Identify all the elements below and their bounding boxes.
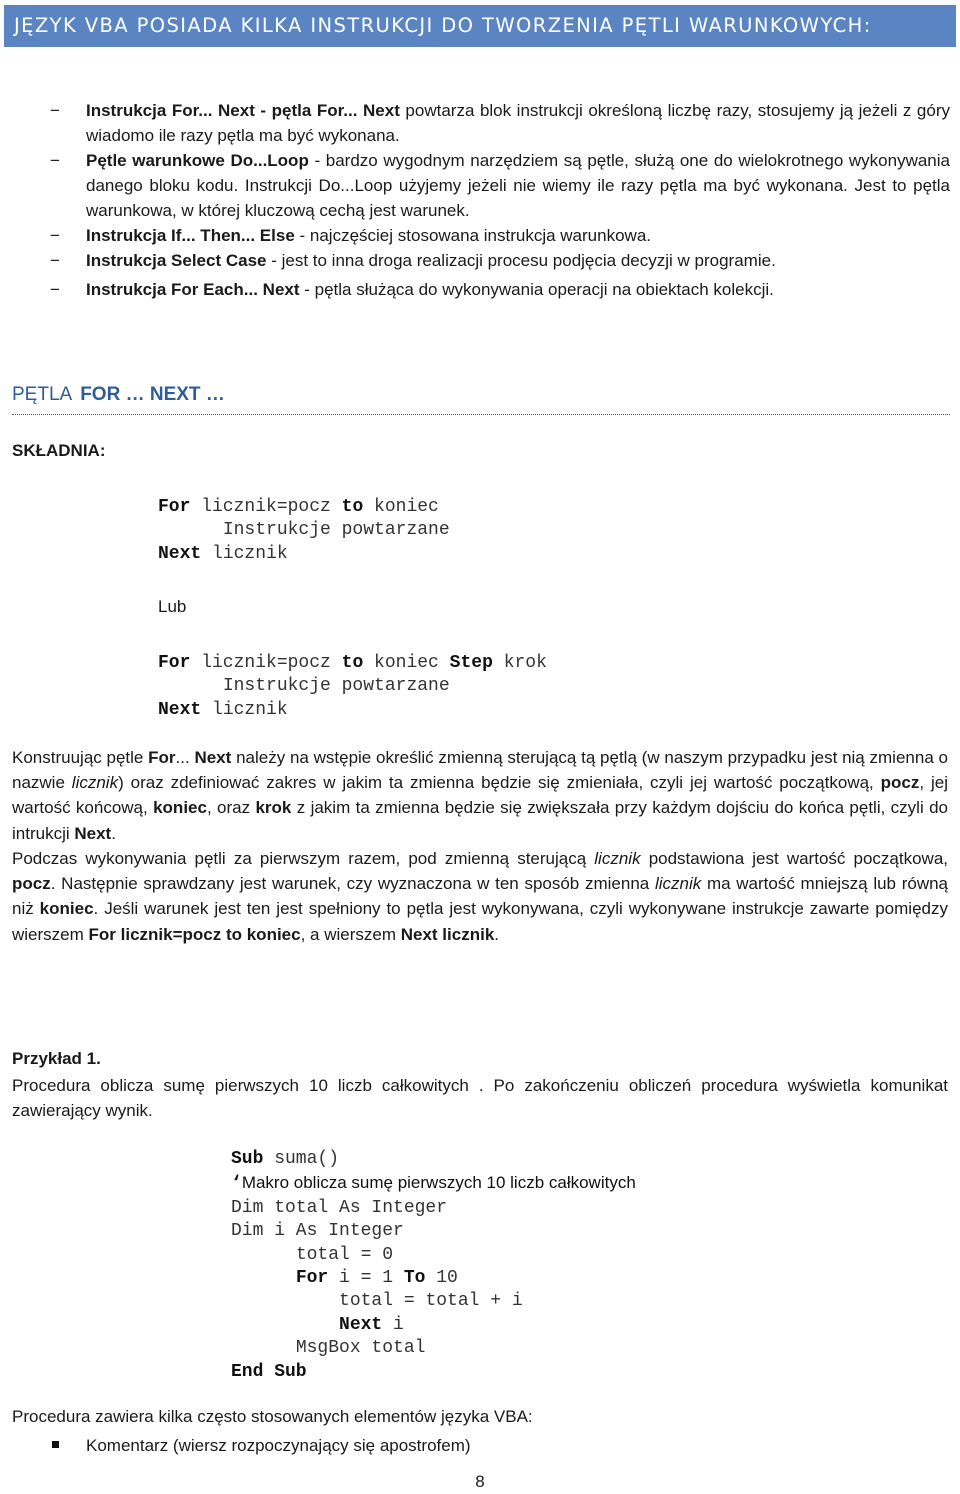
code-comment: Makro oblicza sumę pierwszych 10 liczb całkowitych (241, 1173, 636, 1193)
loop-types-list (50, 98, 950, 302)
section-heading (12, 384, 950, 415)
paragraph-text: . (494, 924, 500, 944)
paragraph-bold: koniec (153, 798, 207, 818)
code-keyword: For (158, 653, 191, 673)
list-item-keyword: Instrukcja For... Next - pętla For... Next (86, 101, 400, 120)
paragraph-bold: krok (255, 798, 292, 818)
summary-text: Procedura zawiera kilka często stosowanych elementów języka VBA: (12, 1407, 533, 1426)
dash-bullet-icon: − (50, 251, 60, 270)
code-text: total = 0 (295, 1244, 394, 1265)
paragraph-text: ... (175, 748, 195, 767)
dash-bullet-icon: − (50, 280, 60, 299)
paragraph-bold: koniec (39, 899, 94, 919)
section-heading-prefix: PĘTLA (12, 384, 73, 405)
paragraph-text: . Następnie sprawdzany jest warunek, czy wyznaczona w ten sposób zmienna (50, 874, 655, 894)
list-item-text: - najczęściej stosowana instrukcja warunkowa. (294, 226, 651, 245)
paragraph-text: , a wierszem (300, 924, 401, 944)
code-text: i = 1 (328, 1268, 404, 1289)
code-keyword: Next (339, 1314, 383, 1335)
list-item-text: - jest to inna droga realizacji procesu podjęcia decyzji w programie. (266, 251, 776, 270)
paragraph-text: podstawiona jest wartość początkowa, (640, 849, 948, 868)
paragraph-italic: licznik (594, 849, 641, 868)
paragraph-bold: Next licznik (400, 924, 495, 944)
paragraph-bold: Next (74, 823, 112, 843)
code-text: Instrukcje powtarzane (222, 676, 450, 697)
page-banner: JĘZYK VBA POSIADA KILKA INSTRUKCJI DO TWORZENIA PĘTLI WARUNKOWYCH: (4, 5, 956, 47)
list-item (50, 1433, 471, 1458)
list-item-keyword: Instrukcja Select Case (86, 251, 267, 270)
list-item (50, 223, 950, 248)
section-heading-title: FOR … NEXT … (80, 384, 225, 405)
paragraph-italic: licznik (71, 773, 119, 793)
list-item-text: - pętla służąca do wykonywania operacji na obiektach kolekcji. (299, 280, 774, 299)
code-text: licznik=pocz (190, 497, 342, 517)
code-keyword: For (158, 497, 191, 517)
code-keyword: For (295, 1268, 329, 1289)
code-text: koniec (363, 497, 439, 517)
paragraph-bold: For (148, 748, 176, 767)
example-title: Przykład 1. (12, 1049, 101, 1068)
paragraph-bold: pocz (880, 773, 920, 793)
syntax-code-block (158, 496, 450, 566)
paragraph-text: ) oraz zdefiniować zakres w jakim ta zmienna będzie się zmieniała, czyli jej wartość początkową, (118, 773, 881, 793)
code-keyword: Next (158, 543, 202, 564)
or-label: Lub (158, 597, 187, 616)
code-keyword: Next (158, 699, 202, 720)
code-text: suma() (263, 1149, 340, 1169)
code-text: licznik (201, 699, 288, 720)
list-item (50, 248, 950, 273)
code-text: MsgBox total (295, 1338, 426, 1359)
paragraph-bold: Next (194, 748, 232, 767)
page-number: 8 (475, 1472, 485, 1491)
paragraph-text: , oraz (206, 798, 256, 818)
dash-bullet-icon: − (50, 151, 60, 170)
explanation-paragraph (12, 745, 948, 846)
paragraph-italic: licznik (654, 874, 702, 894)
paragraph-text: , jej wartość końcową, (12, 773, 948, 818)
code-text: licznik=pocz (190, 653, 342, 673)
code-text: krok (492, 653, 547, 673)
list-item-keyword: Instrukcja For Each... Next (86, 280, 300, 299)
paragraph-text: ma wartość mniejszą lub równą niż (12, 874, 949, 919)
paragraph-text: Konstruując pętle (12, 748, 149, 767)
paragraph-bold: For licznik=pocz to koniec (88, 924, 301, 944)
code-keyword: Step (449, 653, 493, 673)
elements-list (50, 1433, 471, 1458)
comment-apostrophe: ‘ (231, 1174, 242, 1195)
code-keyword: End Sub (231, 1361, 307, 1382)
list-item-keyword: Instrukcja If... Then... Else (86, 226, 295, 245)
dash-bullet-icon: − (50, 226, 60, 245)
code-text: 10 (425, 1268, 458, 1289)
code-text: koniec (363, 653, 450, 673)
code-text: Instrukcje powtarzane (222, 520, 450, 541)
paragraph-bold: pocz (12, 874, 51, 894)
example-description: Procedura oblicza sumę pierwszych 10 liczb całkowitych . Po zakończeniu obliczeń procedura wyświetla komunikat zawierający wynik. (12, 1076, 948, 1121)
list-item (50, 148, 950, 223)
example-code-block (231, 1148, 636, 1384)
paragraph-text: Podczas wykonywania pętli za pierwszym razem, pod zmienną sterującą (12, 849, 595, 868)
code-text: total = total + i (339, 1291, 523, 1312)
list-item-keyword: Pętle warunkowe Do...Loop (86, 151, 309, 170)
list-item-text: powtarza blok instrukcji określoną liczbę razy, stosujemy ją jeżeli z góry wiadomo ile razy pętla ma być wykonana. (86, 101, 951, 145)
square-bullet-icon (52, 1441, 59, 1448)
code-text: Dim i As Integer (231, 1221, 404, 1242)
code-keyword: To (403, 1268, 426, 1289)
code-text: i (382, 1314, 404, 1335)
list-item-text: - bardzo wygodnym narzędziem są pętle, służą one do wielokrotnego wykonywania danego bloku kodu. Instrukcji Do...Loop użyjemy jeżeli nie wiemy ile razy pętla ma być wykonana. Jest to pętla warunkowa, w której kluczową cechą jest warunek. (86, 151, 950, 220)
paragraph-text: z jakim ta zmienna będzie się zwiększała przy każdym dojściu do końca pętli, czyli do intrukcji (12, 798, 948, 843)
code-text: licznik (201, 543, 288, 564)
code-keyword: Sub (231, 1149, 264, 1169)
code-keyword: to (341, 653, 364, 673)
paragraph-text: . (111, 823, 116, 843)
paragraph-text: należy na wstępie określić zmienną sterującą tą pętlą (w naszym przypadku jest nią zmienna o nazwie (12, 748, 948, 793)
code-text: Dim total As Integer (231, 1197, 448, 1218)
list-item (50, 98, 950, 148)
code-keyword: to (341, 497, 364, 517)
execution-paragraph (12, 846, 948, 947)
list-item (50, 277, 950, 302)
list-item-text: Komentarz (wiersz rozpoczynający się apostrofem) (86, 1436, 471, 1455)
syntax-step-code-block (158, 652, 547, 722)
syntax-label: SKŁADNIA: (12, 441, 106, 460)
paragraph-text: . Jeśli warunek jest ten jest spełniony to pętla jest wykonywana, czyli wykonywane instrukcje zawarte pomiędzy wierszem (12, 899, 948, 944)
dash-bullet-icon: − (50, 101, 60, 120)
